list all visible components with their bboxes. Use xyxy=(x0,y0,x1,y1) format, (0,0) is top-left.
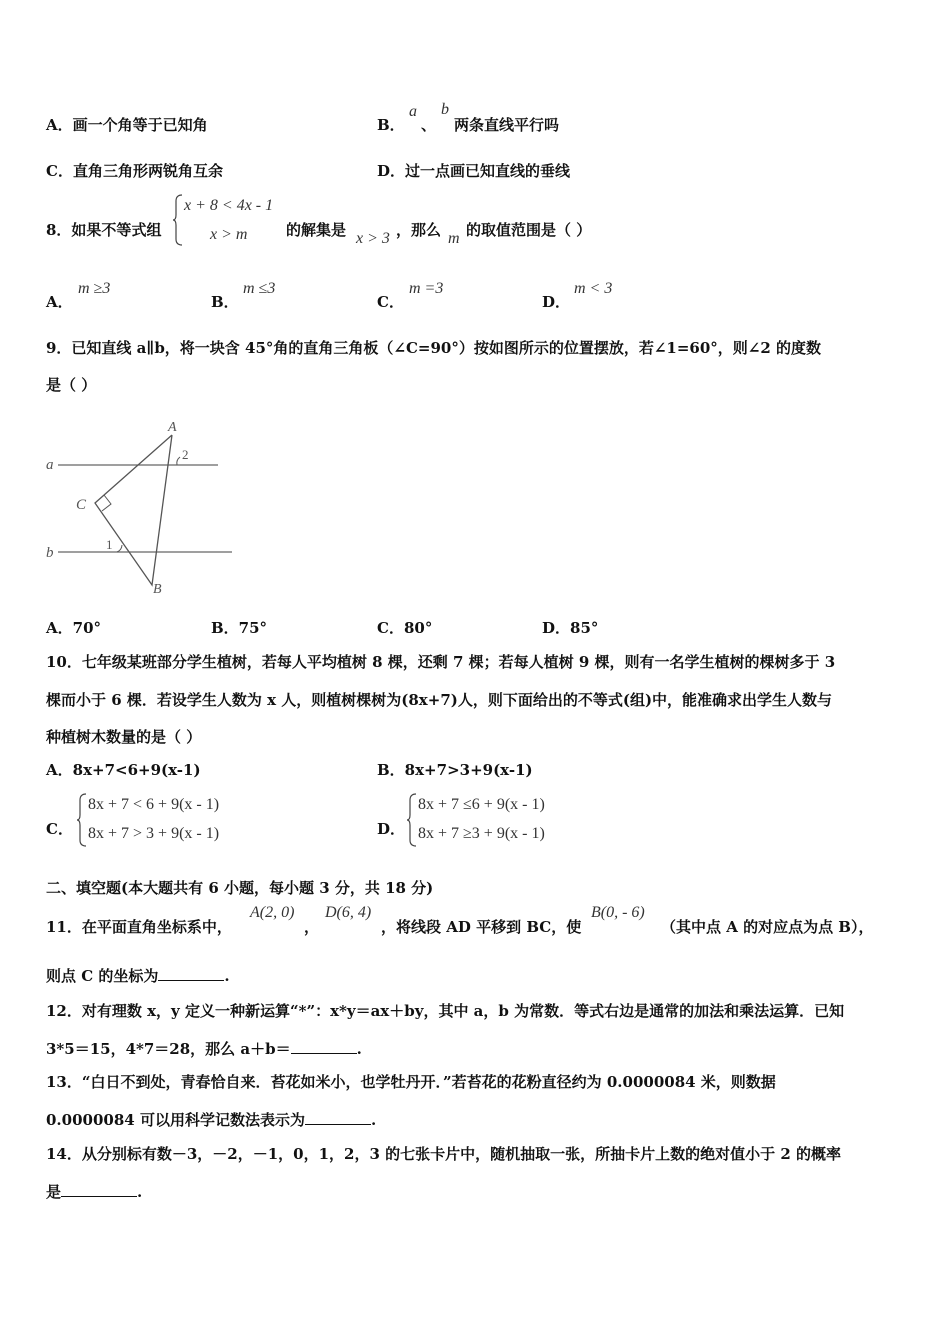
q13-line-2 xyxy=(46,1110,376,1130)
q12-line-2-prefix: 3*5＝15，4*7＝28，那么 a＋b＝ xyxy=(46,1040,291,1058)
q8-option-d-math: m < 3 xyxy=(574,280,613,297)
q11-point-b: B(0, - 6) xyxy=(591,904,645,921)
q11-line-2-suffix: . xyxy=(224,967,230,985)
q8-prefix: 8．如果不等式组 xyxy=(46,221,162,239)
q9-line-1: 9．已知直线 a∥b，将一块含 45°角的直角三角板（∠C=90°）按如图所示的位置摆放，若∠1=60°，则∠2 的度数 xyxy=(46,339,822,357)
label-2: 2 xyxy=(182,447,189,462)
q9-option-d: D．85° xyxy=(542,619,599,637)
q7-option-b-sep: 、 xyxy=(421,116,437,134)
q7-option-b-var-a: a xyxy=(409,103,417,120)
q11-comma: ， xyxy=(304,918,320,936)
q13-line-1: 13．“白日不到处，青春恰自来．苔花如米小，也学牡丹开．”若苔花的花粉直径约为 0.0000084 米，则数据 xyxy=(46,1073,776,1091)
q10-option-c-ineq-2: 8x + 7 > 3 + 9(x - 1) xyxy=(88,825,220,842)
q11-suffix: （其中点 A 的对应点为点 B）， xyxy=(661,918,874,936)
q9-option-c: C．80° xyxy=(377,619,433,637)
q8-option-a-label: A． xyxy=(46,293,73,311)
q8-inequality-2: x > m xyxy=(210,226,248,243)
q8-solution: x > 3 xyxy=(356,230,390,247)
q8-option-d-label: D． xyxy=(542,293,571,311)
q8-var-m: m xyxy=(448,230,460,247)
q8-option-c-math: m =3 xyxy=(409,280,444,297)
q9-option-b: B．75° xyxy=(211,619,268,637)
q11-prefix: 11．在平面直角坐标系中， xyxy=(46,918,232,936)
q9-figure xyxy=(40,415,240,600)
q8-then: ，那么 xyxy=(396,221,442,239)
q11-middle: ，将线段 AD 平移到 BC，使 xyxy=(381,918,582,936)
q8-suffix: 的取值范围是（ ） xyxy=(466,221,592,239)
q10-option-c-ineq-1: 8x + 7 < 6 + 9(x - 1) xyxy=(88,796,220,813)
q10-d-brace-icon xyxy=(406,792,418,848)
q14-line-2-prefix: 是 xyxy=(46,1183,62,1201)
q11-line-2 xyxy=(46,966,230,986)
q14-answer-blank[interactable] xyxy=(61,1182,137,1197)
q7-option-b-label: B． xyxy=(377,116,405,134)
q10-option-a: A．8x+7<6+9(x-1) xyxy=(46,761,201,779)
q7-option-c: C．直角三角形两锐角互余 xyxy=(46,162,223,180)
q7-option-d: D．过一点画已知直线的垂线 xyxy=(377,162,571,180)
q10-c-brace-icon xyxy=(76,792,88,848)
q10-line-1: 10．七年级某班部分学生植树，若每人平均植树 8 棵，还剩 7 棵；若每人植树 9 棵，则有一名学生植树的棵树多于 3 xyxy=(46,653,836,671)
label-C: C xyxy=(76,497,87,513)
label-a: a xyxy=(46,457,54,473)
q10-option-d-ineq-1: 8x + 7 ≤6 + 9(x - 1) xyxy=(418,796,545,813)
q7-option-a: A．画一个角等于已知角 xyxy=(46,116,208,134)
q8-option-c-label: C． xyxy=(377,293,404,311)
q13-line-2-prefix: 0.0000084 可以用科学记数法表示为 xyxy=(46,1111,305,1129)
angle-1-arc xyxy=(117,545,122,552)
q13-line-2-suffix: . xyxy=(370,1111,377,1129)
angle-2-arc xyxy=(177,457,180,465)
right-angle-mark xyxy=(102,495,111,511)
q12-line-2 xyxy=(46,1039,362,1059)
q14-line-2-suffix: . xyxy=(137,1183,143,1201)
q10-option-d-ineq-2: 8x + 7 ≥3 + 9(x - 1) xyxy=(418,825,545,842)
label-A: A xyxy=(168,420,177,435)
q13-answer-blank[interactable] xyxy=(305,1110,371,1125)
q8-option-a-math: m ≥3 xyxy=(78,280,111,297)
section-2-title: 二、填空题(本大题共有 6 小题，每小题 3 分，共 18 分) xyxy=(46,879,434,897)
q8-brace-icon xyxy=(172,193,184,247)
q10-line-3: 种植树木数量的是（ ） xyxy=(46,728,202,746)
q8-option-b-label: B． xyxy=(211,293,239,311)
q11-point-a: A(2, 0) xyxy=(250,904,295,921)
q10-option-d-label: D． xyxy=(377,820,406,838)
q14-line-2 xyxy=(46,1182,142,1202)
q11-line-2-prefix: 则点 C 的坐标为 xyxy=(46,967,159,985)
q8-option-b-math: m ≤3 xyxy=(243,280,276,297)
q10-option-c-label: C． xyxy=(46,820,73,838)
q7-option-b-text: 两条直线平行吗 xyxy=(454,116,560,134)
q10-line-2: 棵而小于 6 棵．若设学生人数为 x 人，则植树棵树为(8x+7)人，则下面给出的不等式(组)中，能准确求出学生人数与 xyxy=(46,691,833,709)
q8-inequality-1: x + 8 < 4x - 1 xyxy=(184,197,274,214)
q9-line-2: 是（ ） xyxy=(46,376,97,394)
q8-middle: 的解集是 xyxy=(286,221,347,239)
q14-line-1: 14．从分别标有数－3，－2，－1，0，1，2，3 的七张卡片中，随机抽取一张，所抽卡片上数的绝对值小于 2 的概率 xyxy=(46,1145,842,1163)
q11-point-d: D(6, 4) xyxy=(325,904,372,921)
q10-option-b: B．8x+7>3+9(x-1) xyxy=(377,761,533,779)
q7-option-b-var-b: b xyxy=(441,101,449,118)
q12-answer-blank[interactable] xyxy=(291,1039,357,1054)
label-B: B xyxy=(153,582,162,597)
label-1: 1 xyxy=(106,537,113,552)
q12-line-1: 12．对有理数 x，y 定义一种新运算“*”：x*y＝ax＋by，其中 a，b 为常数．等式右边是通常的加法和乘法运算．已知 xyxy=(46,1002,845,1020)
q9-option-a: A．70° xyxy=(46,619,102,637)
q12-line-2-suffix: . xyxy=(356,1040,362,1058)
triangle xyxy=(95,435,172,585)
q11-answer-blank[interactable] xyxy=(158,966,224,981)
label-b: b xyxy=(46,545,54,561)
